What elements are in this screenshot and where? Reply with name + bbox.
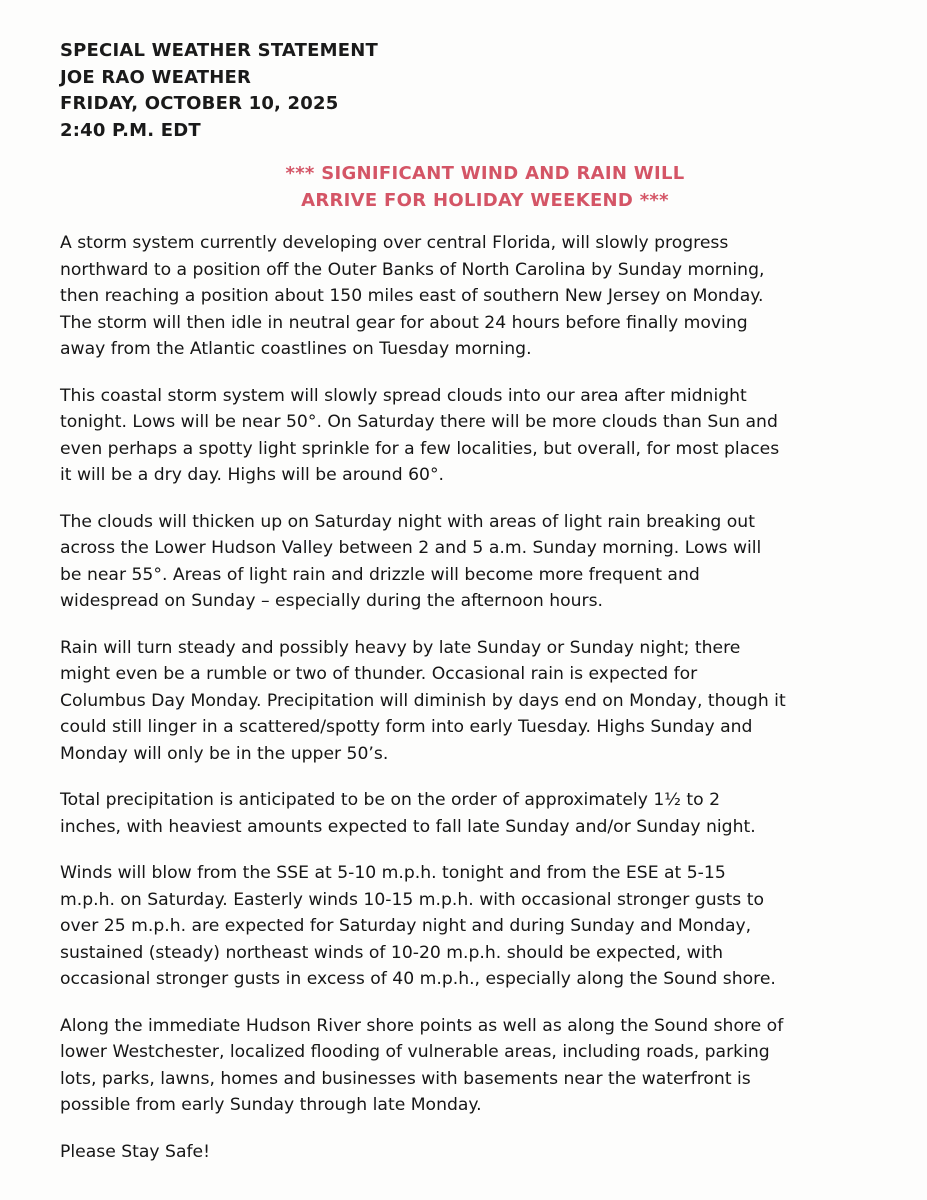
- paragraph-line: This coastal storm system will slowly spread clouds into our area after midnight: [60, 385, 747, 406]
- paragraph-line: Total precipitation is anticipated to be on the order of approximately 1½ to 2: [60, 790, 721, 810]
- paragraph: [60, 787, 900, 840]
- paragraph-line: The storm will then idle in neutral gear for about 24 hours before finally moving: [60, 312, 748, 333]
- paragraph: [60, 230, 900, 363]
- paragraph-line: across the Lower Hudson Valley between 2 and 5 a.m. Sunday morning. Lows will: [60, 538, 762, 558]
- paragraph-line: be near 55°. Areas of light rain and drizzle will become more frequent and: [60, 564, 700, 585]
- author: JOE RAO WEATHER: [60, 66, 252, 88]
- paragraph-line: tonight. Lows will be near 50°. On Saturday there will be more clouds than Sun and: [60, 412, 778, 432]
- paragraph-line: possible from early Sunday through late Monday.: [60, 1095, 482, 1115]
- paragraph-line: The clouds will thicken up on Saturday night with areas of light rain breaking out: [60, 511, 755, 532]
- paragraph-line: Rain will turn steady and possibly heavy by late Sunday or Sunday night; there: [60, 637, 741, 658]
- paragraph-line: Monday will only be in the upper 50’s.: [60, 743, 389, 764]
- paragraph-line: m.p.h. on Saturday. Easterly winds 10-15 m.p.h. with occasional stronger gusts to: [60, 889, 764, 910]
- headline-line-1: *** SIGNIFICANT WIND AND RAIN WILL: [285, 163, 685, 184]
- paragraph-line: inches, with heaviest amounts expected to fall late Sunday and/or Sunday night.: [60, 816, 756, 837]
- paragraph-line: northward to a position off the Outer Banks of North Carolina by Sunday morning,: [60, 259, 765, 280]
- paragraph: [60, 860, 900, 993]
- paragraph-line: then reaching a position about 150 miles east of southern New Jersey on Monday.: [60, 286, 764, 306]
- paragraph-line: Please Stay Safe!: [60, 1141, 211, 1162]
- paragraph: [60, 509, 900, 615]
- paragraph: [60, 1139, 900, 1166]
- statement-body: [60, 230, 900, 1185]
- statement-type: SPECIAL WEATHER STATEMENT: [60, 40, 378, 61]
- paragraph-line: widespread on Sunday – especially during the afternoon hours.: [60, 591, 604, 611]
- paragraph-line: it will be a dry day. Highs will be around 60°.: [60, 465, 445, 485]
- paragraph-line: Along the immediate Hudson River shore points as well as along the Sound shore of: [60, 1015, 784, 1036]
- paragraph-line: Columbus Day Monday. Precipitation will diminish by days end on Monday, though it: [60, 690, 786, 711]
- paragraph-line: Winds will blow from the SSE at 5-10 m.p.h. tonight and from the ESE at 5-15: [60, 863, 726, 883]
- paragraph-line: even perhaps a spotty light sprinkle for a few localities, but overall, for most places: [60, 438, 780, 459]
- paragraph-line: could still linger in a scattered/spotty form into early Tuesday. Highs Sunday and: [60, 717, 753, 737]
- headline: [230, 160, 740, 214]
- headline-line-2: ARRIVE FOR HOLIDAY WEEKEND ***: [301, 190, 669, 211]
- paragraph-line: lower Westchester, localized flooding of vulnerable areas, including roads, parking: [60, 1042, 770, 1062]
- paragraph-line: occasional stronger gusts in excess of 40 m.p.h., especially along the Sound shore.: [60, 969, 776, 989]
- paragraph: [60, 635, 900, 768]
- paragraph-line: A storm system currently developing over central Florida, will slowly progress: [60, 233, 729, 253]
- paragraph-line: might even be a rumble or two of thunder. Occasional rain is expected for: [60, 664, 698, 684]
- statement-header: [60, 38, 378, 144]
- issue-time: 2:40 P.M. EDT: [60, 119, 201, 141]
- paragraph-line: lots, parks, lawns, homes and businesses with basements near the waterfront is: [60, 1068, 751, 1089]
- paragraph: [60, 1013, 900, 1119]
- paragraph: [60, 383, 900, 489]
- paragraph-line: away from the Atlantic coastlines on Tuesday morning.: [60, 339, 532, 359]
- paragraph-line: over 25 m.p.h. are expected for Saturday night and during Sunday and Monday,: [60, 916, 752, 936]
- issue-date: FRIDAY, OCTOBER 10, 2025: [60, 93, 339, 114]
- paragraph-line: sustained (steady) northeast winds of 10-20 m.p.h. should be expected, with: [60, 942, 724, 963]
